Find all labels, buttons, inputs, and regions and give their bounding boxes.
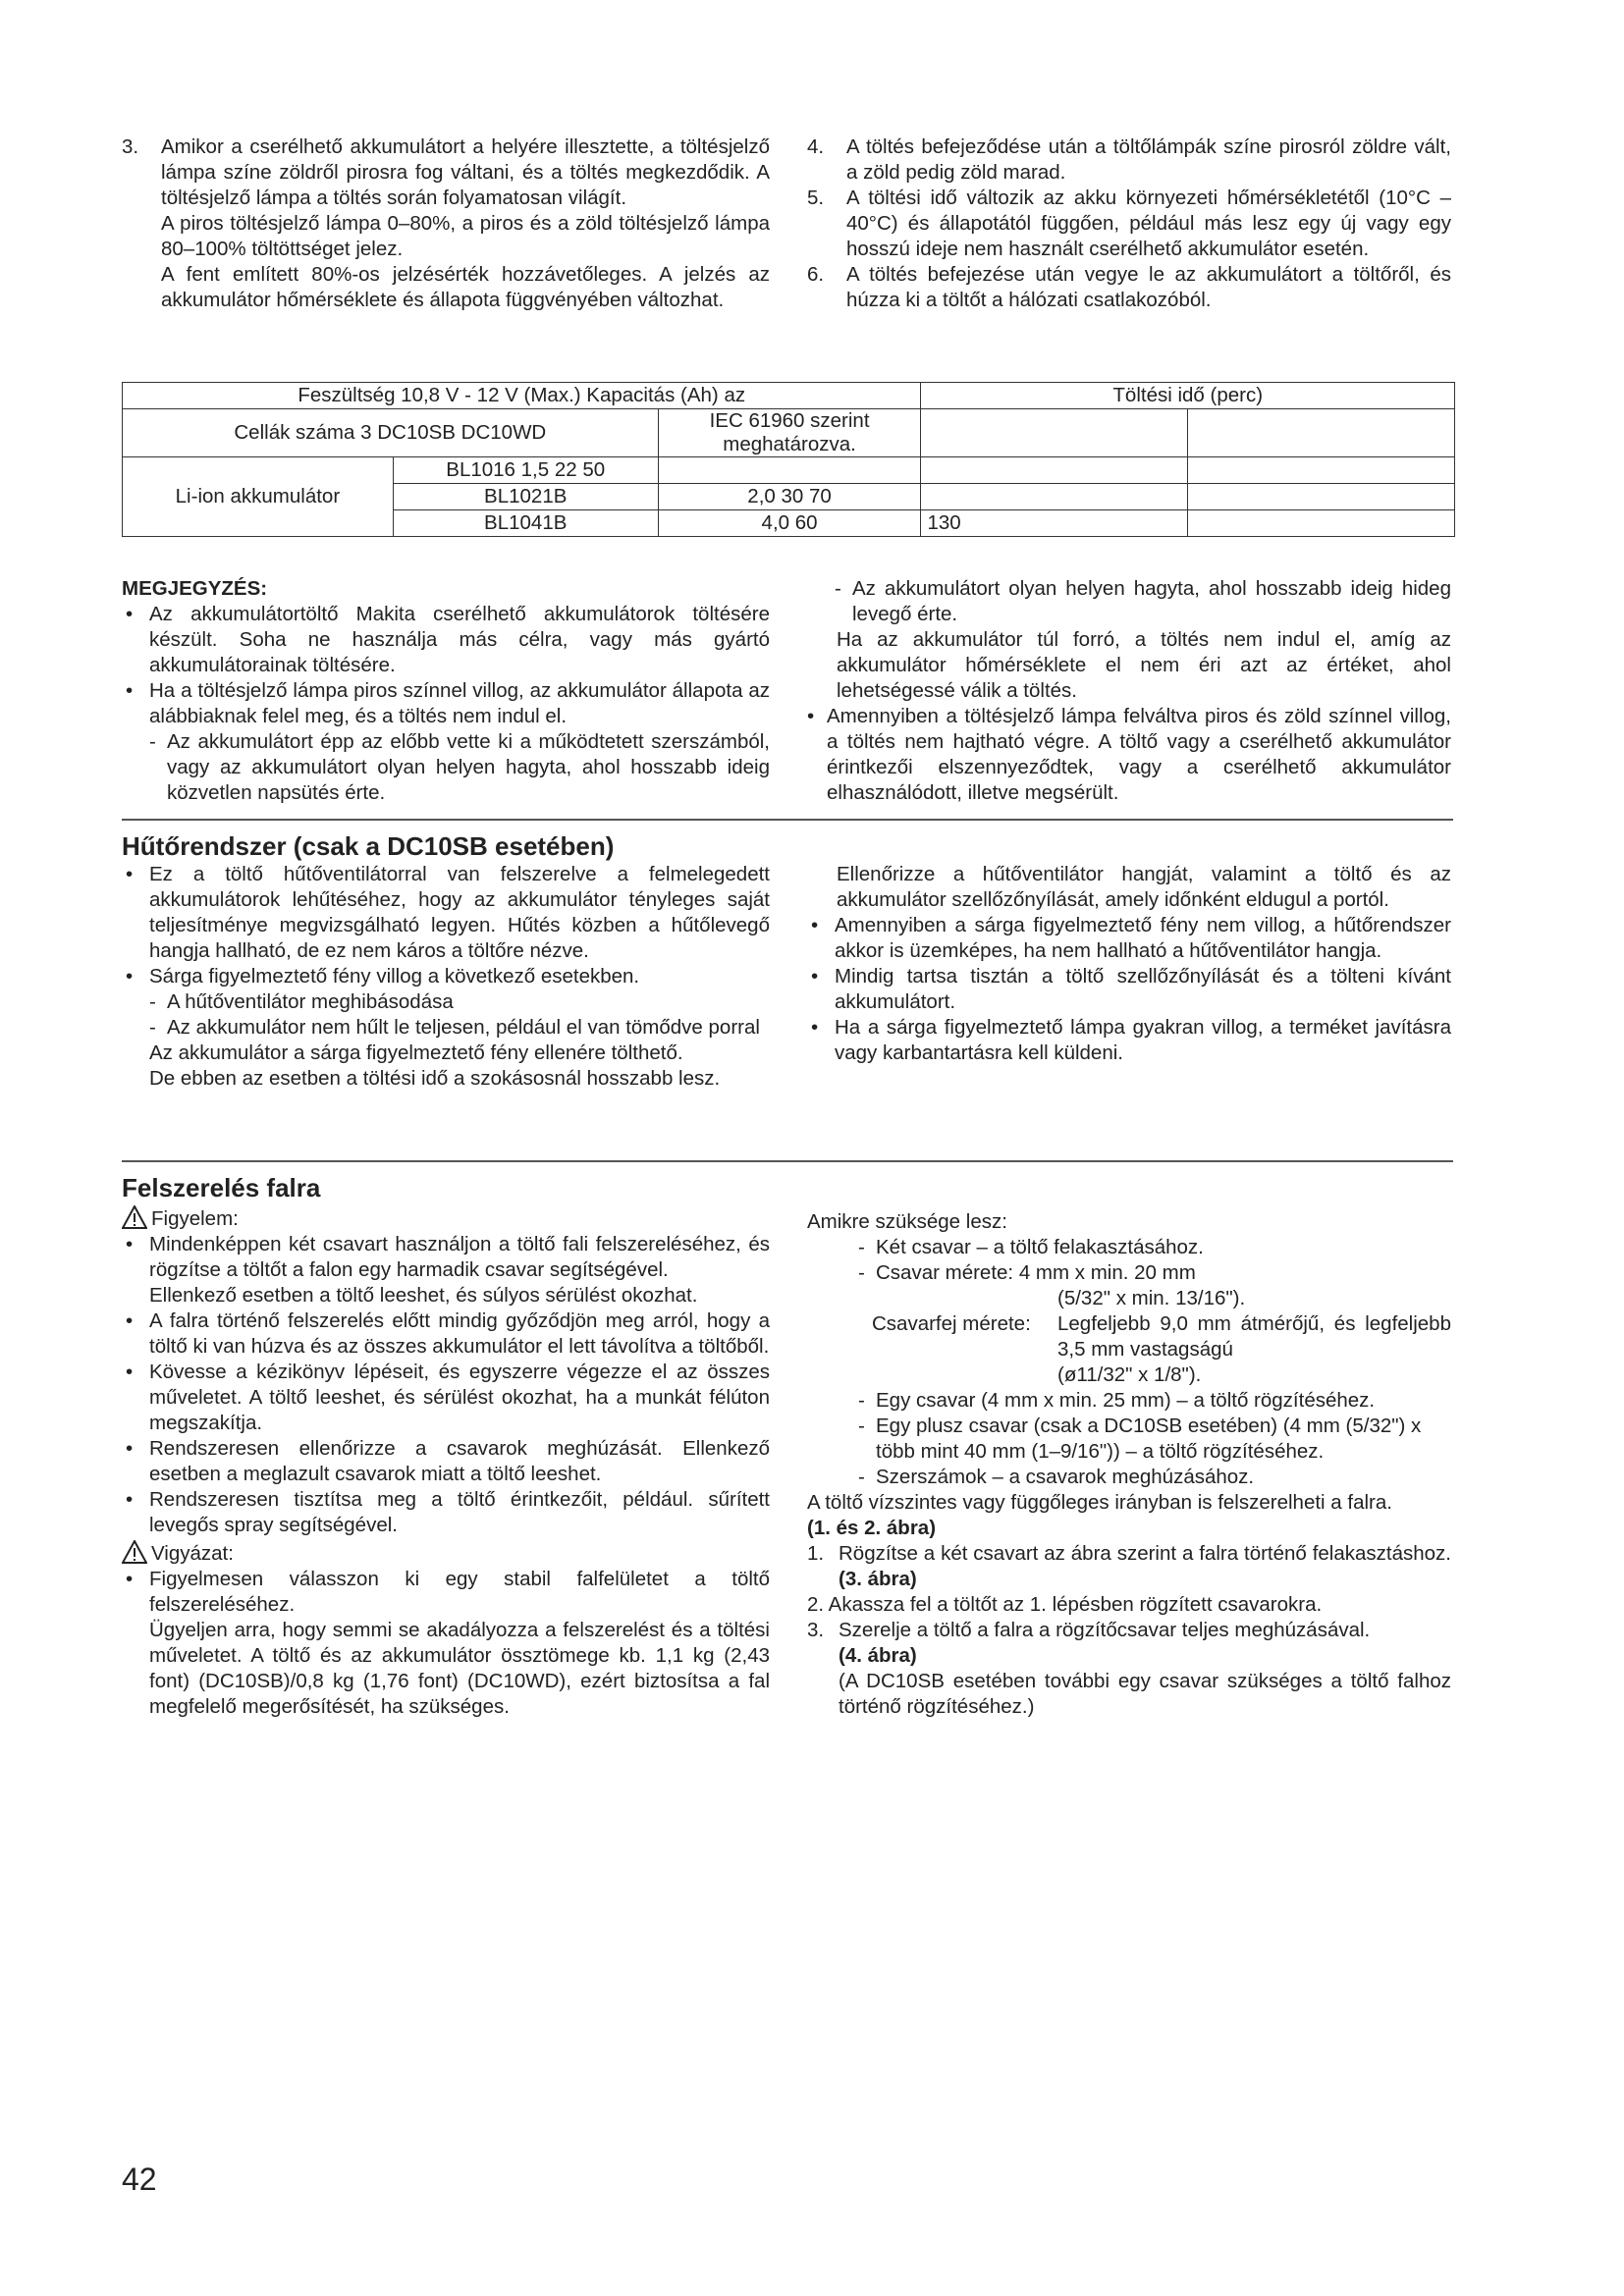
bullet-icon: • [126, 1309, 134, 1332]
attention-line: Figyelem: [122, 1205, 770, 1232]
bullet-icon: • [811, 1016, 819, 1039]
need-title: Amikre szüksége lesz: [807, 1210, 1007, 1233]
list-item: • Rendszeresen tisztítsa meg a töltő érintkezőit, például. sűrített levegős spray segítségével. [126, 1488, 770, 1536]
list-item: - Két csavar – a töltő felakasztásához. [858, 1236, 1204, 1258]
top-left-column [122, 134, 770, 313]
list-item: - Egy plusz csavar (csak a DC10SB esetében) (4 mm (5/32") x több mint 40 mm (1–9/16")) – a töltő rögzítéséhez. [858, 1415, 1422, 1463]
bullet-icon: • [811, 965, 819, 988]
list-item: • Rendszeresen ellenőrizze a csavarok meghúzását. Ellenkező esetben a meglazult csavarok miatt a töltő leeshet. [126, 1437, 770, 1485]
note-left-column [122, 576, 770, 806]
list-item: • Mindenképpen két csavart használjon a töltő fali felszereléséhez, és rögzítse a töltőt a falon egy harmadik csavar segítségével. [126, 1233, 770, 1281]
section-title-cooling: Hűtőrendszer (csak a DC10SB esetében) [122, 831, 615, 861]
table-cell: BL1016 1,5 22 50 [393, 457, 658, 484]
wall-paragraph: Ellenkező esetben a töltő leeshet, és súlyos sérülést okozhat. [149, 1284, 698, 1307]
list-item: - Csavar mérete: 4 mm x min. 20 mm [858, 1261, 1196, 1284]
table-cell: Cellák száma 3 DC10SB DC10WD [123, 409, 659, 457]
wall-paragraph: Ügyeljen arra, hogy semmi se akadályozza a felszerelést és a töltési műveletet. A töltő és az akkumulátor össztömege kb. 1,1 kg (2,43 font) (DC10SB)/0,8 kg (1,76 font) (DC10WD), ezért biztosítsa a fal megfelelő megerősítését, ha szükséges. [149, 1619, 770, 1718]
list-item: • Amennyiben a töltésjelző lámpa felváltva piros és zöld színnel villog, a töltés nem hajtható végre. A töltő vagy a cserélhető akkumulátor érintkezői elszennyeződtek, vagy a cserélhető akkumulátor elhasználódott, illetve megsérült. [807, 705, 1451, 804]
list-item: - A hűtőventilátor meghibásodása [149, 990, 454, 1013]
note-right-column [807, 576, 1451, 806]
list-item: • A falra történő felszerelés előtt mindig győződjön meg arról, hogy a töltő ki van húzva és az összes akkumulátor el lett távolítva a töltőből. [126, 1309, 770, 1358]
list-item: • Mindig tartsa tisztán a töltő szellőzőnyílását és a tölteni kívánt akkumulátort. [811, 965, 1451, 1013]
fig-ref: (1. és 2. ábra) [807, 1517, 937, 1539]
cooling-left-column [122, 830, 770, 1092]
table-cell: BL1021B [393, 484, 658, 510]
cooling-paragraph: De ebben az esetben a töltési idő a szokásosnál hosszabb lesz. [149, 1067, 721, 1090]
list-item: - Egy csavar (4 mm x min. 25 mm) – a töltő rögzítéséhez. [858, 1389, 1376, 1412]
step-3-wall: 3. Szerelje a töltő a falra a rögzítőcsavar teljes meghúzásával. (4. ábra) (A DC10SB esetében további egy csavar szükséges a töltő falhoz történő rögzítéséhez.) [807, 1619, 1451, 1718]
step-6: 6. A töltés befejezése után vegye le az akkumulátort a töltőről, és húzza ki a töltőt a hálózati csatlakozóból. [807, 263, 1451, 311]
table-cell [1188, 457, 1455, 484]
step-1: 1. Rögzítse a két csavart az ábra szerint a falra történő felakasztáshoz. (3. ábra) [807, 1542, 1451, 1590]
cooling-paragraph: Ellenőrizze a hűtőventilátor hangját, valamint a töltő és az akkumulátor szellőzőnyílását, amely időnként eldugul a portól. [837, 863, 1451, 911]
step-2: 2. Akassza fel a töltőt az 1. lépésben rögzített csavarokra. [807, 1593, 1323, 1616]
section-title-wall: Felszerelés falra [122, 1173, 321, 1202]
list-item: • Sárga figyelmeztető fény villog a következő esetekben. [126, 965, 640, 988]
table-cell [1188, 510, 1455, 537]
screw-head-size: Csavarfej mérete: Legfeljebb 9,0 mm átmérőjű, és legfeljebb 3,5 mm vastagságú (ø11/32" x 1/8"). [872, 1312, 1451, 1386]
list-item: - Az akkumulátor nem hűlt le teljesen, például el van tömődve porral [149, 1016, 760, 1039]
divider [122, 1160, 1453, 1162]
bullet-icon: • [126, 1233, 134, 1255]
table-cell [921, 457, 1188, 484]
list-item: • Kövesse a kézikönyv lépéseit, és egyszerre végezze el az összes műveletet. A töltő leeshet, és sérülést okozhat, ha a munkát félúton megszakítja. [126, 1361, 770, 1434]
table-cell: 130 [921, 510, 1188, 537]
bullet-icon: • [807, 705, 815, 727]
table-cell [921, 484, 1188, 510]
bullet-icon: • [126, 863, 134, 885]
table-cell [921, 409, 1188, 457]
page-number: 42 [122, 2162, 157, 2197]
list-item: • Ha a töltésjelző lámpa piros színnel villog, az akkumulátor állapota az alábbiaknak felel meg, és a töltés nem indul el. [126, 679, 770, 727]
table-cell: 4,0 60 [658, 510, 921, 537]
table-row [123, 409, 1455, 457]
warning-icon [122, 1205, 147, 1229]
bullet-icon: • [126, 679, 134, 702]
table-cell: BL1041B [393, 510, 658, 537]
table-cell [1188, 409, 1455, 457]
orientation-text: A töltő vízszintes vagy függőleges irányban is felszerelheti a falra. [807, 1491, 1392, 1514]
table-cell: IEC 61960 szerint meghatározva. [658, 409, 921, 457]
list-item: - Az akkumulátort épp az előbb vette ki a működtetett szerszámból, vagy az akkumulátort olyan helyen hagyta, ahol hosszabb ideig közvetlen napsütés érte. [149, 730, 770, 804]
step-4: 4. A töltés befejeződése után a töltőlámpák színe pirosról zöldre vált, a zöld pedig zöld marad. [807, 135, 1451, 184]
bullet-icon: • [811, 914, 819, 936]
note-paragraph: Ha az akkumulátor túl forró, a töltés nem indul el, amíg az akkumulátor hőmérséklete el nem éri azt az értéket, ahol lehetségessé válik a töltés. [837, 628, 1451, 702]
list-item: • Az akkumulátortöltő Makita cserélhető akkumulátorok töltésére készült. Soha ne használja más célra, vagy más gyártó akkumulátorainak töltésére. [126, 603, 770, 676]
bullet-icon: • [126, 965, 134, 988]
list-item: - Az akkumulátort olyan helyen hagyta, ahol hosszabb ideig hideg levegő érte. [835, 577, 1451, 625]
wall-left-column [122, 1172, 770, 1720]
list-item: • Figyelmesen válasszon ki egy stabil falfelületet a töltő felszereléséhez. [126, 1568, 770, 1616]
bullet-icon: • [126, 1437, 134, 1460]
charging-time-table [122, 382, 1455, 537]
caution-line: Vigyázat: [122, 1540, 770, 1567]
cooling-paragraph: Az akkumulátor a sárga figyelmeztető fény ellenére tölthető. [149, 1041, 683, 1064]
table-row [123, 383, 1455, 409]
table-row [123, 457, 1455, 484]
top-right-column [807, 134, 1451, 313]
list-item: • Amennyiben a sárga figyelmeztető fény nem villog, a hűtőrendszer akkor is üzemképes, ha nem hallható a hűtőventilátor hangja. [811, 914, 1451, 962]
list-item: • Ez a töltő hűtőventilátorral van felszerelve a felmelegedett akkumulátorok lehűtéséhez, hogy az akkumulátor tényleges saját teljesítménye megvizsgálható legyen. Hűtés közben a hűtőlevegő hangja hallható, de ez nem káros a töltőre nézve. [126, 863, 770, 962]
list-item: - Szerszámok – a csavarok meghúzásához. [858, 1466, 1255, 1488]
warning-icon [122, 1540, 147, 1564]
screw-size-imperial: (5/32" x min. 13/16"). [1057, 1287, 1246, 1309]
bullet-icon: • [126, 603, 134, 625]
table-cell [1188, 484, 1455, 510]
step-3: 3. Amikor a cserélhető akkumulátort a helyére illesztette, a töltésjelző lámpa színe zöldről pirosra fog váltani, és a töltés megkezdődik. A töltésjelző lámpa a töltés során folyamatosan világít. A piros töltésjelző lámpa 0–80%, a piros és a zöld töltésjelző lámpa 80–100% töltöttséget jelez. A fent említett 80%-os jelzésérték hozzávetőleges. A jelzés az akkumulátor hőmérséklete és állapota függvényében változhat. [122, 135, 770, 311]
bullet-icon: • [126, 1568, 134, 1590]
bullet-icon: • [126, 1488, 134, 1511]
table-cell: Töltési idő (perc) [921, 383, 1455, 409]
wall-right-column [807, 1209, 1451, 1720]
cooling-right-column [807, 862, 1451, 1066]
divider [122, 819, 1453, 821]
table-cell: 2,0 30 70 [658, 484, 921, 510]
table-cell: Feszültség 10,8 V - 12 V (Max.) Kapacitás (Ah) az [123, 383, 921, 409]
note-title: MEGJEGYZÉS: [122, 577, 268, 600]
table-cell: Li-ion akkumulátor [123, 457, 394, 537]
list-item: • Ha a sárga figyelmeztető lámpa gyakran villog, a terméket javításra vagy karbantartásra kell küldeni. [811, 1016, 1451, 1064]
bullet-icon: • [126, 1361, 134, 1383]
step-5: 5. A töltési idő változik az akku környezeti hőmérsékletétől (10°C – 40°C) és állapotától függően, például más lesz egy új vagy egy hosszú ideje nem használt cserélhető akkumulátor esetén. [807, 187, 1451, 260]
table-cell [658, 457, 921, 484]
